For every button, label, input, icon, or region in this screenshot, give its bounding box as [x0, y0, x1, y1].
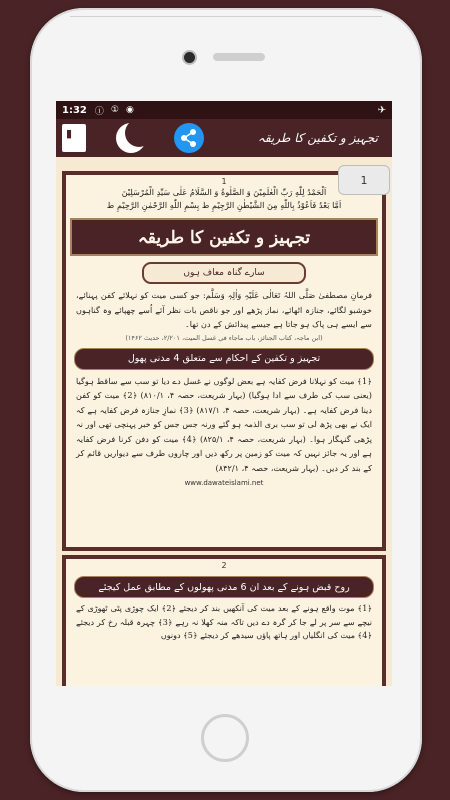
book-page-1 — [62, 171, 386, 551]
hadith-reference: (ابن ماجہ، کتاب الجنائز، باب ماجاء فی غسل المیت، ۲/۲۰۱، حدیث ۱۴۶۲) — [125, 333, 323, 342]
status-bar — [56, 101, 392, 119]
night-mode-icon[interactable] — [116, 123, 146, 153]
hadith-text: فرمانِ مصطفیٰ صَلَّی اللہُ تَعَالٰی عَلَیْہِ وَاٰلِہٖ وَسَلَّم: جو کسی میت کو نہلائے کفن پہنائے، خوشبو لگائے، جنازہ اٹھائے، نماز پڑھے اور جو ناقص بات نظر آئے اُسے چھپائے وہ گناہوں سے ایسے ہی پاک ہو جاتا ہے جیسے پیدائش کے دن تھا۔ — [76, 290, 372, 329]
section-heading: روح قبض ہونے کے بعد ان 6 مدنی پھولوں کے مطابق عمل کیجئے — [74, 576, 374, 598]
info-icon: ① — [110, 105, 119, 115]
book-icon[interactable]: ▮ — [62, 124, 86, 152]
earpiece-speaker — [213, 53, 265, 61]
toolbar-title: تجہیز و تکفین کا طریقہ — [257, 131, 378, 145]
page-number: 1 — [221, 177, 227, 186]
alert-icon: ⓘ — [94, 106, 104, 117]
section-body: ﴿1﴾ موت واقع ہونے کے بعد میت کی آنکھیں بند کر دیجئے ﴿2﴾ ایک چوڑی پٹی ٹھوڑی کے نیچے سے سر پر لے جا کر گرہ دے دیں تاکہ منہ کھلا نہ رہے ﴿3﴾ چہرہ قبلہ رخ کر دیجئے ﴿4﴾ میت کی انگلیاں اور ہاتھ پاؤں سیدھے کر دیجئے ﴿5﴾ دونوں — [76, 604, 372, 640]
arabic-opening-line-1: اَلْحَمْدُ لِلّٰهِ رَبِّ الْعٰلَمِيْنَ وَ الصَّلٰوةُ وَ السَّلَامُ عَلٰى سَيِّدِ الْمُرْسَلِيْنَ — [121, 187, 327, 197]
page-title: تجہیز و تکفین کا طریقہ — [70, 218, 378, 256]
page-number-badge[interactable]: 1 — [338, 165, 390, 195]
front-camera — [184, 52, 195, 63]
footer-url: www.dawateislami.net — [184, 479, 264, 487]
section-heading: تجہیز و تکفین کے احکام سے متعلق 4 مدنی پھول — [74, 348, 374, 370]
section-body: ﴿1﴾ میت کو نہلانا فرض کفایہ ہے بعض لوگوں نے غسل دے دیا تو سب سے ساقط ہوگیا (یعنی سب کی طرف سے ادا ہوگیا) (بہار شریعت، حصہ ۴، ۸۱۰/۱) ﴿2﴾ میت کو کفن دینا فرض کفایہ ہے۔ (بہار شریعت، حصہ ۴، ۸۱۷/۱) ﴿3﴾ نمازِ جنازہ فرض کفایہ ہے کہ ایک نے بھی پڑھ لی تو سب بری الذمہ ہو گئے ورنہ جس جس کو خبر پہنچی تھی اور نہ پڑھی گنہگار ہوا۔ (بہار شریعت، حصہ ۴، ۸۲۵/۱) ﴿4﴾ میت کو دفن کرنا فرض کفایہ ہے اور یہ جائز نہیں کہ میت کو زمین پر رکھ دیں اور چاروں طرف سے دیواریں قائم کر کے بند کر دیں۔ (بہار شریعت، حصہ ۴، ۸۴۲/۱) — [76, 375, 372, 473]
app-screen — [56, 101, 392, 686]
bug-icon: ◉ — [125, 105, 134, 115]
share-icon[interactable] — [174, 123, 204, 153]
airplane-icon: ✈ — [377, 104, 386, 116]
book-page-2 — [62, 555, 386, 686]
page-number: 2 — [221, 561, 227, 570]
phone-edge-line — [70, 16, 382, 17]
reader-content[interactable] — [56, 157, 392, 686]
subheading: سارے گناہ معاف ہوں — [142, 262, 306, 284]
home-button[interactable] — [201, 714, 249, 762]
status-time: 1:32 — [62, 104, 87, 116]
arabic-opening-line-2: اَمَّا بَعْدُ فَاَعُوْذُ بِاللّٰهِ مِنَ الشَّيْطٰنِ الرَّجِيْمِ ط بِسْمِ اللّٰهِ الرَّحْمٰنِ الرَّحِيْمِ ط — [106, 200, 342, 210]
app-toolbar — [56, 119, 392, 157]
